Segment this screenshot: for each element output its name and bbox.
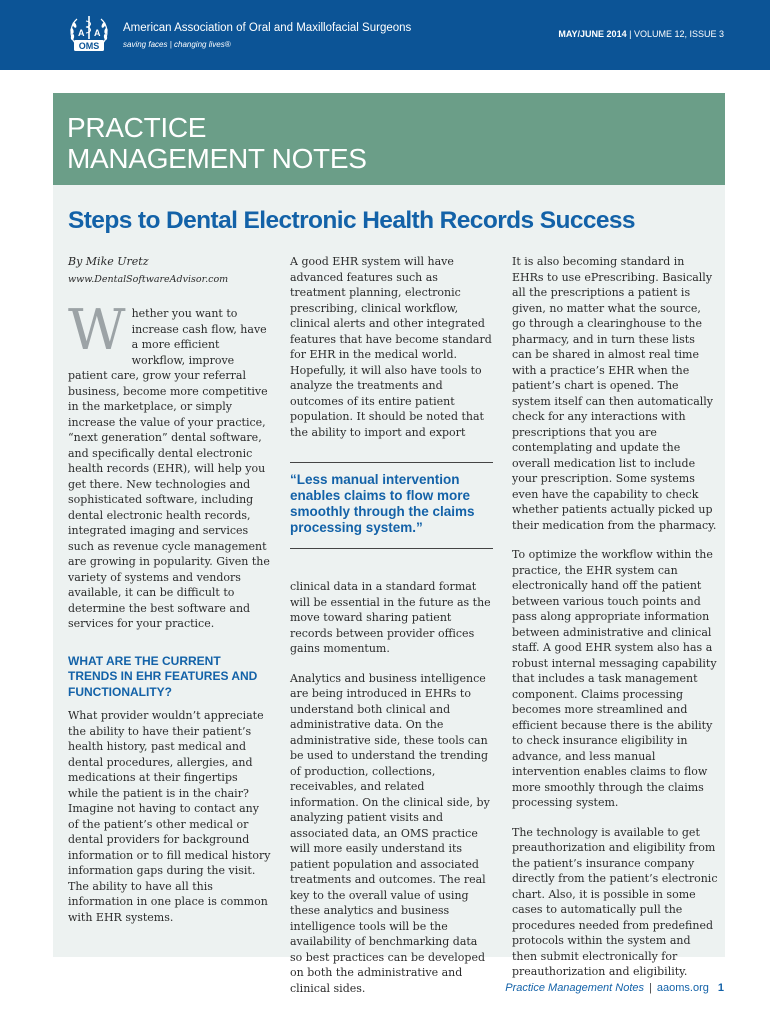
top-banner <box>0 0 770 70</box>
organization-name: American Association of Oral and Maxillofacial Surgeons <box>123 22 412 34</box>
issue-date: MAY/JUNE 2014 <box>558 29 627 39</box>
article-column-2 <box>290 254 493 996</box>
pull-quote: “Less manual intervention enables claims to flow more smoothly through the claims processing system.” <box>290 462 493 549</box>
aaoms-logo-icon <box>66 13 112 57</box>
svg-text:OMS: OMS <box>78 41 100 51</box>
article-column-1 <box>68 254 271 925</box>
page-number: 1 <box>717 982 724 994</box>
issue-separator: | <box>629 29 632 39</box>
issue-info <box>558 29 724 39</box>
section-title-line1: PRACTICE <box>67 112 207 143</box>
article-headline: Steps to Dental Electronic Health Records Success <box>68 207 635 234</box>
footer-website-link[interactable]: aaoms.org <box>656 982 709 994</box>
workflow-paragraph: To optimize the workflow within the practice, the EHR system can electronically hand off the patient between various touch points and pass along appropriate information between administrative and clinical staff. A good EHR system also has a robust internal messaging capability that includes a task management component. Claims processing becomes more streamlined and efficient because there is the ability to check insurance eligibility in advance, and less manual intervention enables claims to flow more smoothly through the claims processing system. <box>512 548 717 809</box>
eprescribing-paragraph: It is also becoming standard in EHRs to use ePrescribing. Basically all the prescriptions a patient is given, no matter what the source, go through a clearinghouse to the pharmacy, and in turn these lists can be shared in almost real time with a practice’s EHR when the patient’s chart is opened. The system itself can then automatically check for any interactions with prescriptions that you are contemplating and update the overall medication list to include your prescription. Some systems even have the capability to check whether patients actually picked up their medication from the pharmacy. <box>512 255 717 532</box>
intro-text: hether you want to increase cash flow, have a more efficient workflow, improve patient care, grow your referral business, become more competitive in the marketplace, or simply increase the value of your practice, “next generation” dental software, and specifically dental electronic health records (EHR), will help you get there. New technologies and sophisticated software, including dental electronic health records, integrated imaging and services such as revenue cycle management are growing in popularity. Given the variety of systems and vendors available, it can be difficult to determine the best software and services for your practice. <box>68 307 270 630</box>
intro-paragraph <box>68 298 271 632</box>
article-column-3 <box>512 254 718 980</box>
analytics-paragraph: Analytics and business intelligence are being introduced in EHRs to understand both clinical and administrative data. On the administrative side, these tools can be used to understand the trending of production, collections, receivables, and related information. On the clinical side, by analyzing patient visits and associated data, an OMS practice will more easily understand its patient population and associated treatments and outcomes. The real key to the overall value of using these analytics and business intelligence tools will be the availability of benchmarking data so best practices can be developed on both the administrative and clinical sides. <box>290 671 490 995</box>
trends-paragraph: What provider wouldn’t appreciate the ability to have their patient’s health history, past medical and dental procedures, allergies, and medications at their fingertips while the patient is in the chair? Imagine not having to contact any of the patient’s other medical or dental providers for background information or to fill medical history information gaps during the visit. The ability to have all this information in one place is common with EHR systems. <box>68 709 271 924</box>
footer-separator: | <box>649 982 652 994</box>
svg-text:A: A <box>78 28 85 38</box>
section-title <box>67 112 367 174</box>
section-title-line2: MANAGEMENT NOTES <box>67 143 367 174</box>
issue-volume: VOLUME 12, ISSUE 3 <box>633 29 724 39</box>
author-byline: By Mike Uretz <box>68 255 149 268</box>
footer-publication-title: Practice Management Notes <box>505 982 645 994</box>
section-banner <box>53 93 725 185</box>
trends-subheading: WHAT ARE THE CURRENT TRENDS IN EHR FEATURES AND FUNCTIONALITY? <box>68 653 258 699</box>
author-website: www.DentalSoftwareAdvisor.com <box>68 273 229 285</box>
page-footer <box>505 982 724 994</box>
drop-cap: W <box>68 298 126 363</box>
preauthorization-paragraph: The technology is available to get preauthorization and eligibility from the patient’s insurance company directly from the patient’s electronic chart. Also, it is possible in some cases to automatically pull the procedures needed from predefined protocols within the system and then submit electronically for preauthorization and eligibility. <box>512 825 718 978</box>
advanced-features-paragraph: A good EHR system will have advanced features such as treatment planning, electronic prescribing, clinical workflow, clinical alerts and other integrated features that have become standard for EHR in the medical world. Hopefully, it will also have tools to analyze the treatments and outcomes of its entire patient population. It should be noted that the ability to import and export <box>290 255 492 439</box>
clinical-data-paragraph: clinical data in a standard format will be essential in the future as the move toward sharing patient records between provider offices gains momentum. <box>290 580 491 655</box>
organization-tagline: saving faces | changing lives® <box>123 40 231 49</box>
svg-text:A: A <box>94 28 101 38</box>
